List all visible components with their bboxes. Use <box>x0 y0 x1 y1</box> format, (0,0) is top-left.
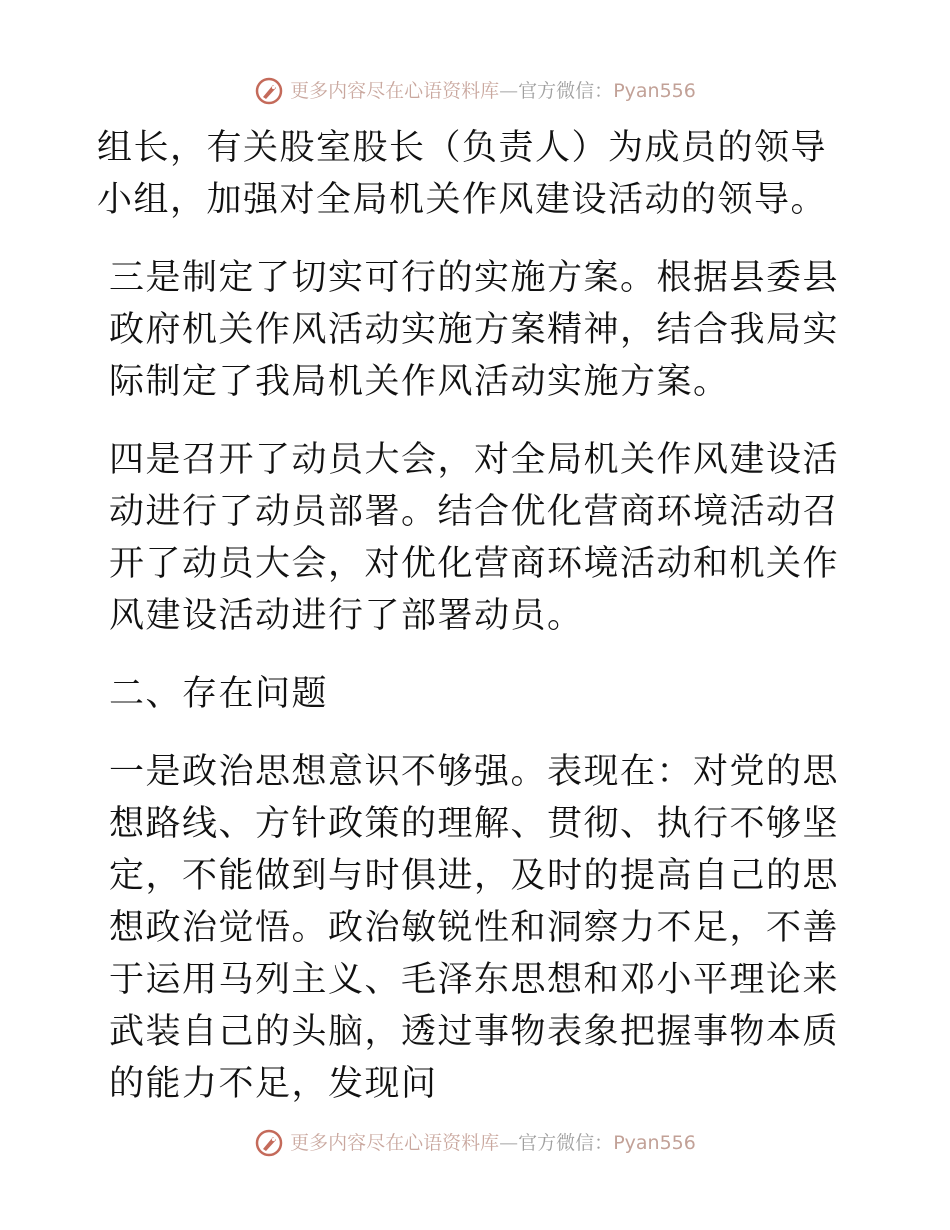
paragraph-mobilization-meeting: 四是召开了动员大会，对全局机关作风建设活动进行了动员部署。结合优化营商环境活动召开了动员大会，对优化营商环境活动和机关作风建设活动进行了部署动员。 <box>109 440 840 636</box>
watermark-dash: — <box>499 1132 519 1154</box>
watermark-text: 更多内容尽在心语资料库 <box>290 1132 500 1154</box>
watermark-wechat-label: 官方微信： <box>518 80 614 102</box>
footer-watermark <box>0 1128 950 1158</box>
section-heading-problems: 二、存在问题 <box>109 674 329 714</box>
paragraph-leading-group: 组长，有关股室股长（负责人）为成员的领导小组，加强对全局机关作风建设活动的领导。 <box>97 128 828 220</box>
watermark-wechat-label: 官方微信： <box>518 1132 614 1154</box>
document-body <box>97 122 857 1110</box>
watermark-text: 更多内容尽在心语资料库 <box>290 80 500 102</box>
watermark-dash: — <box>499 80 519 102</box>
header-watermark <box>0 76 950 106</box>
watermark-wechat-id: Pyan556 <box>613 80 696 102</box>
paragraph-implementation-plan: 三是制定了切实可行的实施方案。根据县委县政府机关作风活动实施方案精神，结合我局实际制定了我局机关作风活动实施方案。 <box>109 258 840 402</box>
watermark-wechat-id: Pyan556 <box>613 1132 696 1154</box>
paragraph-political-awareness: 一是政治思想意识不够强。表现在：对党的思想路线、方针政策的理解、贯彻、执行不够坚定，不能做到与时俱进，及时的提高自己的思想政治觉悟。政治敏锐性和洞察力不足，不善于运用马列主义、毛泽东思想和邓小平理论来武装自己的头脑，透过事物表象把握事物本质的能力不足，发现问 <box>109 752 840 1104</box>
pen-nib-circle-icon <box>254 76 284 106</box>
pen-nib-circle-icon <box>254 1128 284 1158</box>
